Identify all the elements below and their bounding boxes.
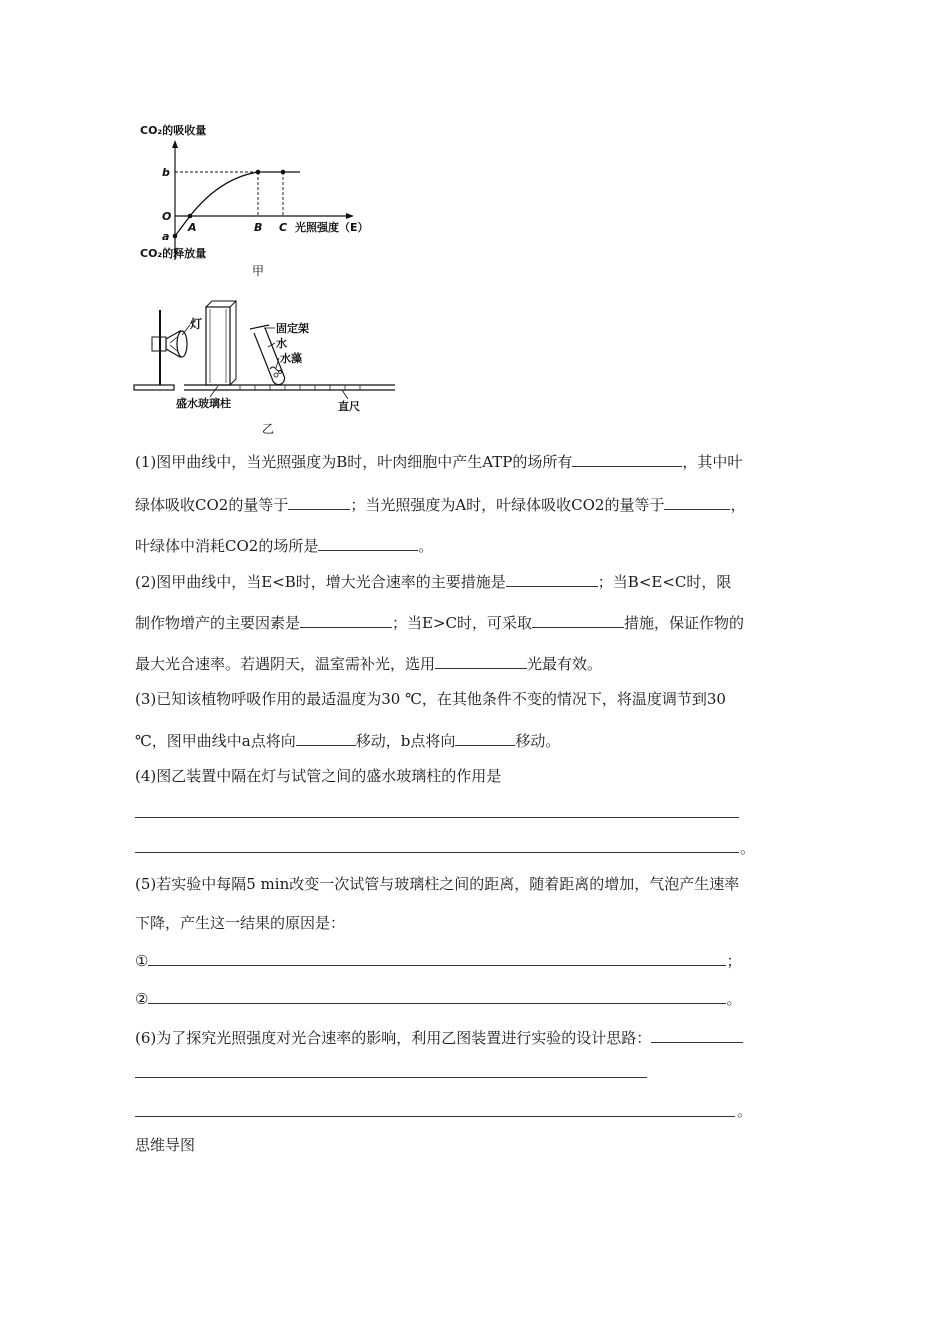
q1-line3 — [135, 535, 815, 556]
x-axis-label: 光照强度（E） — [295, 221, 369, 234]
q5-item1 — [135, 950, 815, 971]
q6-answer-line-1[interactable] — [135, 1077, 647, 1078]
lamp-icon — [152, 331, 187, 357]
q2-blank-light[interactable] — [435, 653, 527, 669]
stand-base — [134, 385, 174, 390]
label-b: b — [162, 166, 170, 179]
point-B-dot — [256, 170, 261, 175]
q2-line3 — [135, 653, 815, 674]
q5-blank-reason-1[interactable] — [148, 950, 726, 966]
q3-text-b: ℃，图甲曲线中a点将向 — [135, 732, 296, 750]
q1-text-g: 。 — [418, 537, 434, 555]
q3-text-a: (3)已知该植物呼吸作用的最适温度为30 ℃，在其他条件不变的情况下，将温度调节到30 — [135, 690, 726, 708]
q1-blank-co2-a[interactable] — [664, 494, 730, 510]
column-pointer — [210, 386, 218, 397]
q5-line2 — [135, 913, 815, 933]
q5-blank-reason-2[interactable] — [148, 988, 726, 1004]
q4-answer-line-1[interactable] — [135, 817, 739, 818]
q3-text-d: 移动。 — [515, 732, 561, 750]
q2-text-a: (2)图甲曲线中，当E<B时，增大光合速率的主要措施是 — [135, 573, 506, 591]
figure-yi-apparatus — [130, 295, 400, 440]
q5-item2 — [135, 988, 815, 1009]
q2-blank-action[interactable] — [532, 612, 624, 628]
q2-line1 — [135, 571, 815, 592]
q4-line1 — [135, 766, 815, 786]
label-holder: 固定架 — [276, 322, 309, 335]
y-axis-top-label: CO₂的吸收量 — [140, 124, 207, 137]
q1-line2 — [135, 494, 815, 515]
label-A: A — [188, 221, 197, 234]
q6-line1 — [135, 1027, 815, 1048]
q2-text-e: 措施，保证作物的 — [624, 614, 745, 632]
q1-line1 — [135, 451, 815, 472]
y-axis-arrow — [172, 140, 178, 148]
label-B: B — [254, 221, 263, 234]
q1-text-a: (1)图甲曲线中，当光照强度为B时，叶肉细胞中产生ATP的场所有 — [135, 453, 573, 471]
q3-text-c: 移动，b点将向 — [355, 732, 456, 750]
q3-blank-a-direction[interactable] — [296, 730, 356, 746]
q5-text-a: (5)若实验中每隔5 min改变一次试管与玻璃柱之间的距离，随着距离的增加，气泡产生速率 — [135, 875, 740, 893]
x-axis-arrow — [346, 213, 354, 219]
q3-line2 — [135, 730, 815, 751]
q5-item2-end: 。 — [726, 990, 742, 1008]
q1-blank-atp-sites[interactable] — [572, 451, 682, 467]
label-ruler: 直尺 — [338, 400, 360, 413]
point-A-dot — [188, 214, 193, 219]
label-water: 水 — [276, 337, 287, 350]
q4-text-a: (4)图乙装置中隔在灯与试管之间的盛水玻璃柱的作用是 — [135, 767, 502, 785]
mind-map-label: 思维导图 — [135, 1136, 196, 1154]
q6-answer-line-2[interactable] — [135, 1116, 735, 1117]
q2-blank-measure[interactable] — [506, 571, 598, 587]
q2-blank-factor[interactable] — [300, 612, 392, 628]
figure-yi-caption: 乙 — [262, 422, 275, 436]
q2-text-b: ；当B<E<C时，限 — [597, 573, 732, 591]
q4-end-mark: 。 — [740, 839, 756, 857]
q1-blank-co2-b[interactable] — [288, 494, 350, 510]
q2-line2 — [135, 612, 815, 633]
q5-item1-mark: ① — [135, 952, 149, 970]
q2-text-f: 最大光合速率。若遇阴天，温室需补光，选用 — [135, 655, 436, 673]
q6-end-mark: 。 — [737, 1102, 753, 1120]
q2-text-g: 光最有效。 — [527, 655, 603, 673]
q6-end — [737, 1101, 767, 1121]
label-a: a — [162, 230, 170, 243]
point-a-dot — [173, 234, 178, 239]
q4-answer-line-2[interactable] — [135, 852, 739, 853]
label-C: C — [279, 221, 288, 234]
q1-text-b: ，其中叶 — [682, 453, 743, 471]
label-O: O — [162, 210, 172, 223]
q1-text-d: ；当光照强度为A时，叶绿体吸收CO2的量等于 — [350, 496, 665, 514]
label-lamp: 灯 — [190, 317, 203, 331]
water-glass-column — [206, 301, 236, 385]
mind-map-heading — [135, 1135, 815, 1155]
q1-text-e: ， — [730, 496, 746, 514]
lamp-pointer — [182, 325, 190, 335]
y-axis-bottom-label: CO₂的释放量 — [140, 247, 207, 260]
q1-blank-co2-site[interactable] — [318, 535, 418, 551]
q1-text-c: 绿体吸收CO2的量等于 — [135, 496, 289, 514]
q2-text-d: ；当E>C时，可采取 — [392, 614, 533, 632]
q1-text-f: 叶绿体中消耗CO2的场所是 — [135, 537, 319, 555]
ruler-pointer — [342, 390, 348, 399]
q5-item2-mark: ② — [135, 990, 149, 1008]
q5-text-b: 下降，产生这一结果的原因是： — [135, 914, 346, 932]
figure-jia-caption: 甲 — [252, 264, 265, 278]
label-algae: 水藻 — [280, 352, 302, 365]
q6-blank-start[interactable] — [651, 1027, 743, 1043]
q4-end — [740, 838, 770, 858]
q2-text-c: 制作物增产的主要因素是 — [135, 614, 301, 632]
q5-line1 — [135, 874, 815, 894]
label-column: 盛水玻璃柱 — [176, 397, 231, 410]
q5-item1-end: ； — [726, 952, 742, 970]
q6-text-a: (6)为了探究光照强度对光合速率的影响，利用乙图装置进行实验的设计思路： — [135, 1029, 652, 1047]
q3-line1 — [135, 689, 815, 709]
figure-jia-graph — [130, 120, 370, 280]
q3-blank-b-direction[interactable] — [455, 730, 515, 746]
point-C-dot — [281, 170, 286, 175]
